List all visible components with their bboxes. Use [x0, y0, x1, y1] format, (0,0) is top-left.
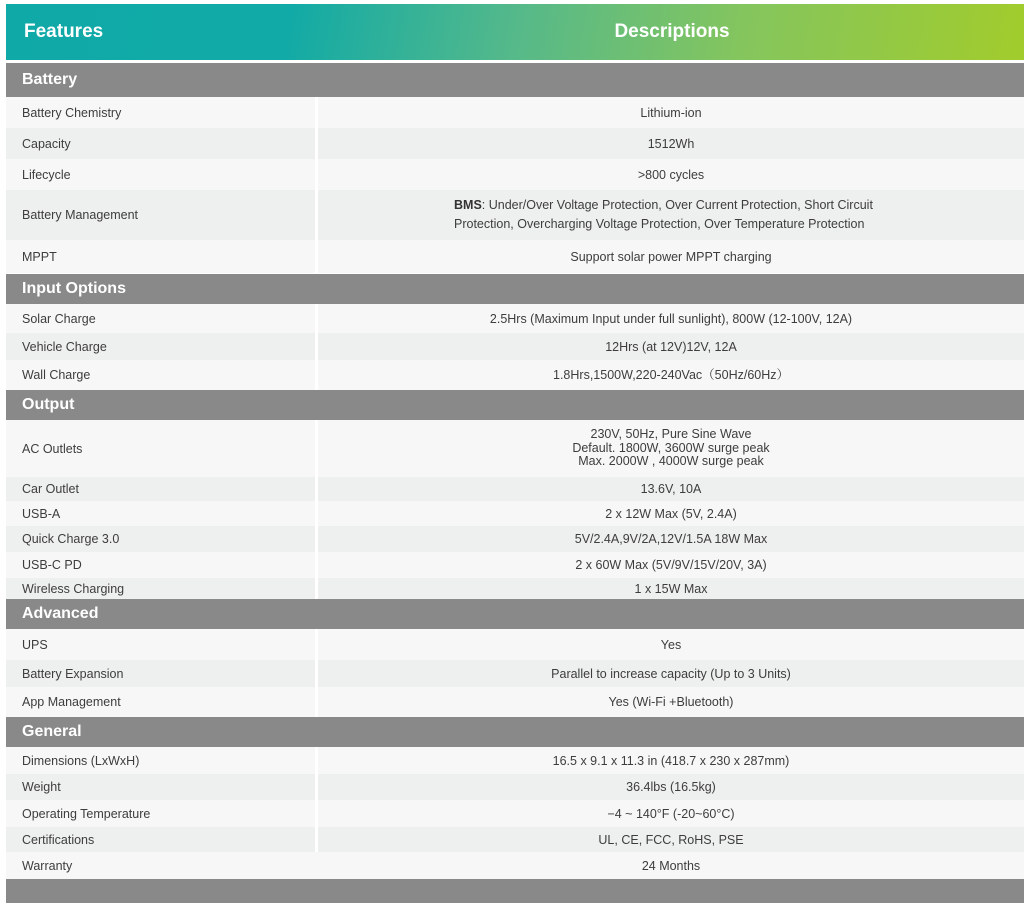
- feature-label: Car Outlet: [6, 477, 318, 501]
- section-header-general: [6, 717, 1024, 747]
- feature-label: Wireless Charging: [6, 578, 318, 599]
- feature-value: Lithium-ion: [640, 105, 702, 120]
- section-title: Battery: [22, 71, 78, 88]
- table-row: [6, 333, 1024, 360]
- feature-label: UPS: [6, 629, 318, 660]
- feature-label: Wall Charge: [6, 360, 318, 390]
- table-row: [6, 552, 1024, 578]
- table-header: [6, 4, 1024, 60]
- section-header-output: [6, 390, 1024, 420]
- table-row: [6, 97, 1024, 128]
- table-row: [6, 128, 1024, 159]
- feature-value: Yes: [660, 637, 682, 652]
- feature-label: Battery Expansion: [6, 660, 318, 687]
- feature-value: [318, 420, 1024, 477]
- feature-value: 36.4lbs (16.5kg): [626, 780, 716, 794]
- table-row: [6, 660, 1024, 687]
- bms-label: BMS: [454, 198, 482, 212]
- section-title: Input Options: [22, 280, 126, 297]
- feature-value: Yes (Wi-Fi +Bluetooth): [608, 695, 734, 709]
- feature-value: 2.5Hrs (Maximum Input under full sunlight), 800W (12-100V, 12A): [489, 311, 853, 326]
- feature-label: Certifications: [6, 827, 318, 852]
- table-row: [6, 240, 1024, 273]
- feature-value: >800 cycles: [637, 167, 705, 182]
- table-row: [6, 629, 1024, 660]
- feature-label: Operating Temperature: [6, 800, 318, 827]
- table-footer-bar: [6, 879, 1024, 903]
- feature-value: 24 Months: [641, 858, 701, 873]
- feature-value: Support solar power MPPT charging: [570, 249, 772, 264]
- section-title: Advanced: [22, 605, 99, 622]
- feature-value: 1 x 15W Max: [634, 581, 708, 596]
- feature-label: Weight: [6, 774, 318, 800]
- feature-label: MPPT: [6, 240, 318, 273]
- feature-value: 13.6V, 10A: [640, 482, 702, 496]
- feature-label: Capacity: [6, 128, 318, 159]
- feature-label: Vehicle Charge: [6, 333, 318, 360]
- feature-label: Dimensions (LxWxH): [6, 747, 318, 774]
- feature-label: App Management: [6, 687, 318, 717]
- feature-value: 2 x 60W Max (5V/9V/15V/20V, 3A): [575, 558, 767, 572]
- feature-value: 1.8Hrs,1500W,220-240Vac（50Hz/60Hz）: [553, 368, 789, 382]
- table-row: [6, 190, 1024, 240]
- feature-value: 2 x 12W Max (5V, 2.4A): [605, 506, 737, 521]
- feature-label: Warranty: [22, 858, 73, 873]
- feature-value: UL, CE, FCC, RoHS, PSE: [598, 832, 744, 847]
- feature-label: Quick Charge 3.0: [6, 526, 318, 552]
- feature-label: Solar Charge: [6, 304, 318, 333]
- table-row: [6, 159, 1024, 190]
- table-row: [6, 827, 1024, 852]
- table-row: [6, 526, 1024, 552]
- table-row: [6, 800, 1024, 827]
- section-header-battery: [6, 63, 1024, 97]
- feature-value: −4 ~ 140°F (-20~60°C): [607, 806, 735, 821]
- table-row: [6, 501, 1024, 526]
- table-row: [6, 578, 1024, 599]
- table-row: [6, 747, 1024, 774]
- feature-label: Battery Management: [6, 190, 318, 240]
- description-line: Protection, Overcharging Voltage Protection, Over Temperature Protection: [454, 217, 865, 231]
- description-line: Max. 2000W , 4000W surge peak: [578, 454, 764, 469]
- feature-label: USB-C PD: [6, 552, 318, 578]
- feature-label: AC Outlets: [6, 420, 318, 477]
- feature-value: 1512Wh: [647, 136, 695, 151]
- section-title: Output: [22, 396, 75, 413]
- section-header-advanced: [6, 599, 1024, 629]
- feature-label: USB-A: [6, 501, 318, 526]
- feature-value: 16.5 x 9.1 x 11.3 in (418.7 x 230 x 287mm): [552, 753, 790, 768]
- feature-label: Lifecycle: [6, 159, 318, 190]
- feature-label: Battery Chemistry: [6, 97, 318, 128]
- table-row: [6, 304, 1024, 333]
- feature-value: 5V/2.4A,9V/2A,12V/1.5A 18W Max: [574, 532, 768, 546]
- table-row: [6, 774, 1024, 800]
- section-header-input-options: [6, 274, 1024, 304]
- feature-value: [318, 190, 1024, 240]
- description-line: Default. 1800W, 3600W surge peak: [572, 440, 770, 455]
- section-title: General: [22, 723, 82, 740]
- table-row: [6, 852, 1024, 879]
- table-row: [6, 360, 1024, 390]
- table-row: [6, 687, 1024, 717]
- description-line: 230V, 50Hz, Pure Sine Wave: [590, 427, 752, 442]
- table-row: [6, 477, 1024, 501]
- feature-value: 12Hrs (at 12V)12V, 12A: [605, 339, 737, 354]
- spec-table: [6, 4, 1024, 903]
- features-column-header: Features: [24, 21, 104, 42]
- descriptions-column-header: Descriptions: [614, 21, 730, 42]
- description-line: : Under/Over Voltage Protection, Over Current Protection, Short Circuit: [481, 198, 873, 212]
- feature-value: Parallel to increase capacity (Up to 3 Units): [551, 666, 791, 681]
- table-row: [6, 420, 1024, 477]
